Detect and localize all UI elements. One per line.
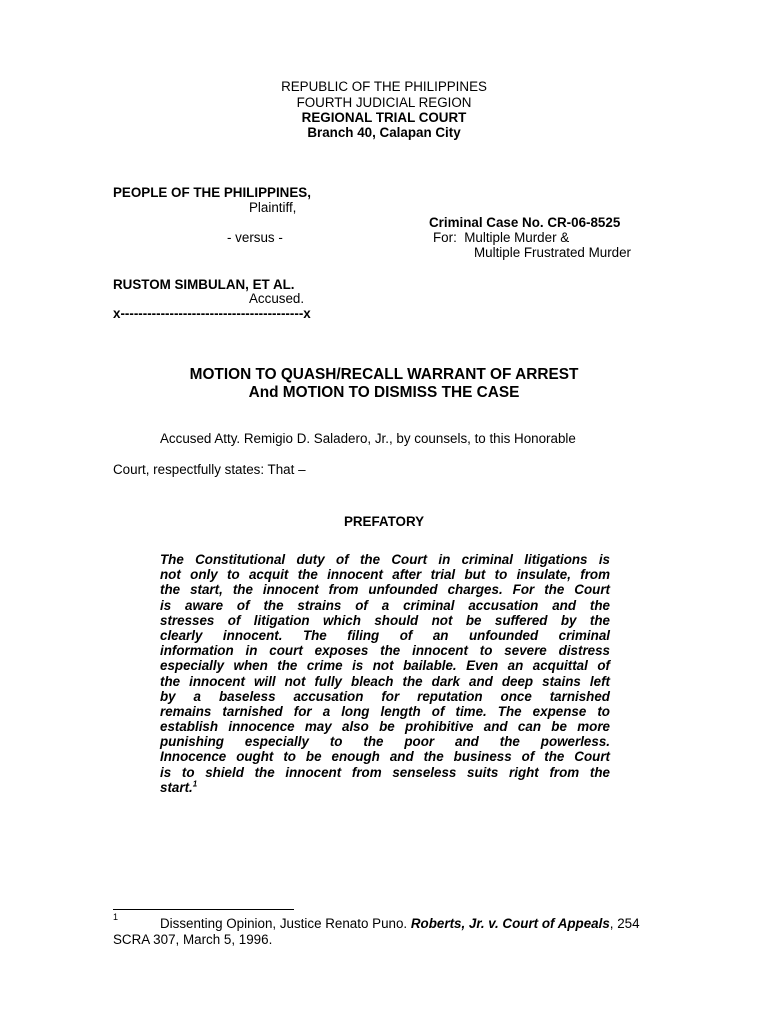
footnote-reference[interactable]: 1 [192, 779, 198, 789]
prefatory-line: is aware of the strains of a criminal accusation and the [160, 597, 610, 613]
intro-paragraph-line-2: Court, respectfully states: That – [113, 462, 306, 477]
accused-role: Accused. [249, 291, 305, 306]
header-region: FOURTH JUDICIAL REGION [296, 95, 472, 110]
prefatory-line: Innocence ought to be enough and the business of the Court [160, 749, 610, 765]
prefatory-line: The Constitutional duty of the Court in criminal litigations is [160, 552, 610, 567]
footnote-text-line-2: SCRA 307, March 5, 1996. [113, 932, 273, 947]
prefatory-line: is to shield the innocent from senseless suits right from the [160, 764, 610, 780]
charge-line-1: For: Multiple Murder & [433, 230, 570, 245]
prefatory-line: remains tarnished for a long length of time. The expense to [160, 703, 610, 719]
prefatory-paragraph [160, 552, 610, 795]
prefatory-last-line [160, 780, 610, 795]
motion-title-line-1: MOTION TO QUASH/RECALL WARRANT OF ARREST [189, 366, 579, 383]
prefatory-line: stresses of litigation which should not be suffered by the [160, 612, 610, 628]
intro-paragraph-line-1: Accused Atty. Remigio D. Saladero, Jr., by counsels, to this Honorable [160, 431, 576, 446]
plaintiff-name: PEOPLE OF THE PHILIPPINES, [113, 185, 311, 200]
case-number: Criminal Case No. CR-06-8525 [429, 215, 621, 230]
footnote-citation: , 254 [609, 916, 640, 931]
footnote-mark: 1 [113, 912, 119, 922]
header-court: REGIONAL TRIAL COURT [301, 110, 467, 125]
footnote-text: Dissenting Opinion, Justice Renato Puno. [160, 916, 408, 931]
prefatory-heading: PREFATORY [343, 514, 425, 529]
caption-separator: x-----------------------------------------x [113, 306, 311, 321]
prefatory-line: clearly innocent. The filing of an unfounded criminal [160, 627, 610, 643]
prefatory-line: information in court exposes the innocent to severe distress [160, 643, 610, 659]
accused-name: RUSTOM SIMBULAN, ET AL. [113, 277, 295, 292]
header-branch: Branch 40, Calapan City [307, 125, 461, 140]
footnote-case-name: Roberts, Jr. v. Court of Appeals [410, 916, 610, 931]
charge-line-2: Multiple Frustrated Murder [474, 245, 632, 260]
prefatory-line: the innocent will not fully bleach the dark and deep stains left [160, 673, 610, 689]
footnote-text-line-1 [160, 916, 640, 932]
prefatory-line: by a baseless accusation for reputation once tarnished [160, 688, 610, 704]
prefatory-line: start. [160, 779, 193, 795]
prefatory-line: punishing especially to the poor and the powerless. [160, 734, 610, 750]
prefatory-line: the start, the innocent from unfounded charges. For the Court [160, 582, 610, 598]
footnote-divider [113, 909, 294, 910]
prefatory-line: not only to acquit the innocent after trial but to insulate, from [160, 567, 610, 583]
plaintiff-role: Plaintiff, [249, 200, 297, 215]
prefatory-line: especially when the crime is not bailable. Even an acquittal of [160, 658, 610, 674]
header-republic: REPUBLIC OF THE PHILIPPINES [281, 79, 487, 94]
versus-label: - versus - [227, 230, 283, 245]
prefatory-line: establish innocence may also be prohibitive and can be more [160, 719, 610, 735]
motion-title-line-2: And MOTION TO DISMISS THE CASE [248, 384, 520, 401]
